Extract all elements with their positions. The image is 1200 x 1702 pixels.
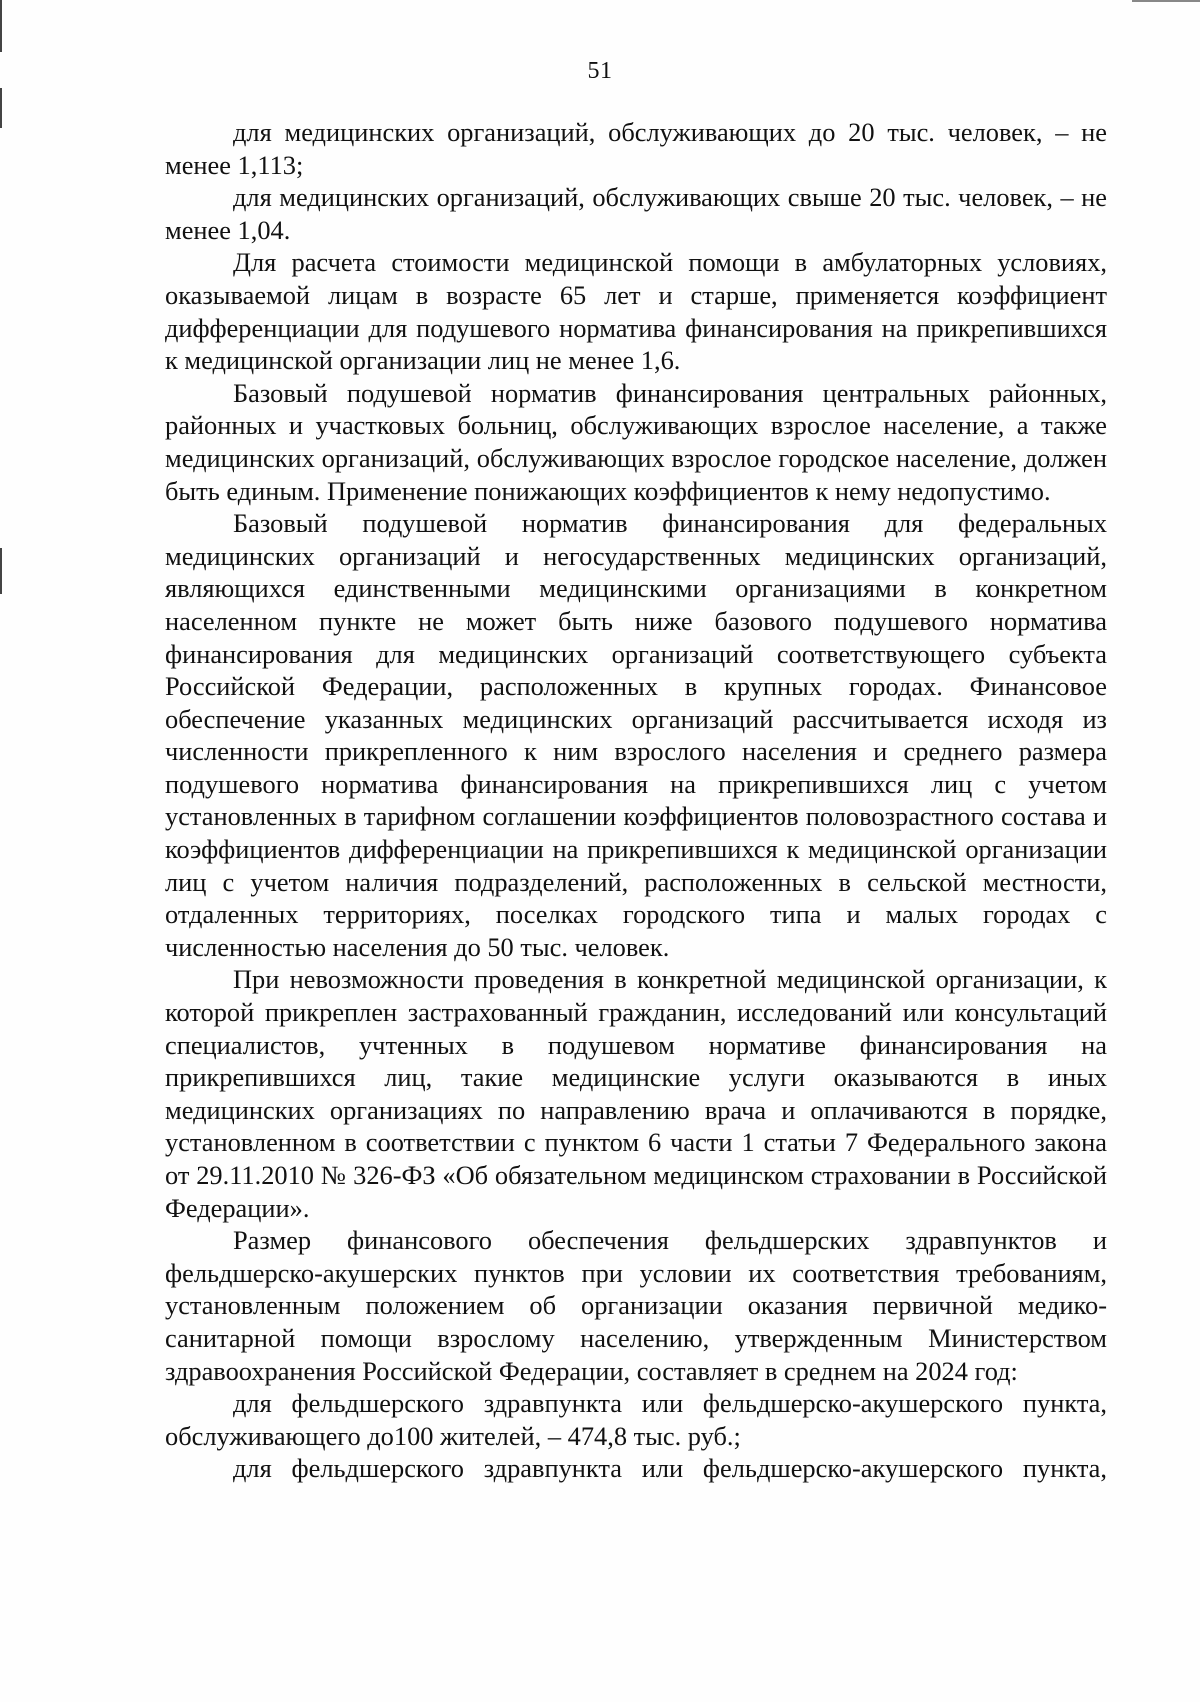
paragraph-feldsher-continued: для фельдшерского здравпункта или фельдшерско-акушерского пункта, bbox=[233, 1453, 1107, 1484]
scan-edge-mark-top-left bbox=[0, 0, 2, 52]
page-number: 51 bbox=[587, 58, 613, 84]
paragraph-age-65-coefficient: Для расчета стоимости медицинской помощи в амбулаторных условиях, оказываемой лицам в возрасте 65 лет и старше, применяется коэффициент дифференциации для подушевого норматива финансирования на прикрепившихся к медицинской организации лиц не менее 1,6. bbox=[165, 247, 1107, 376]
paragraph-feldsher-up-to-100: для фельдшерского здравпункта или фельдшерско-акушерского пункта, обслуживающего до100 жителей, – 474,8 тыс. руб.; bbox=[165, 1388, 1107, 1451]
paragraph-over-20k: для медицинских организаций, обслуживающих свыше 20 тыс. человек, – не менее 1,04. bbox=[165, 182, 1107, 245]
document-body bbox=[165, 116, 1107, 1485]
paragraph-base-rate-hospitals: Базовый подушевой норматив финансирования центральных районных, районных и участковых больниц, обслуживающих взрослое население, а также медицинских организаций, обслуживающих взрослое городское население, должен быть единым. Применение понижающих коэффициентов к нему недопустимо. bbox=[165, 377, 1107, 506]
paragraph-feldsher-funding: Размер финансового обеспечения фельдшерских здравпунктов и фельдшерско-акушерских пунктов при условии их соответствия требованиям, установленным положением об организации оказания первичной медико-санитарной помощи взрослому населению, утвержденным Министерством здравоохранения Российской Федерации, составляет в среднем на 2024 год: bbox=[165, 1225, 1107, 1386]
paragraph-base-rate-federal: Базовый подушевой норматив финансирования для федеральных медицинских организаций и негосударственных медицинских организаций, являющихся единственными медицинскими организациями в конкретном населенном пункте не может быть ниже базового подушевого норматива финансирования для медицинских организаций соответствующего субъекта Российской Федерации, расположенных в крупных городах. Финансовое обеспечение указанных медицинских организаций рассчитывается исходя из численности прикрепленного к ним взрослого населения и среднего размера подушевого норматива финансирования на прикрепившихся лиц с учетом установленных в тарифном соглашении коэффициентов половозрастного состава и коэффициентов дифференциации на прикрепившихся к медицинской организации лиц с учетом наличия подразделений, расположенных в сельской местности, отдаленных территориях, поселках городского типа и малых городах с численностью населения до 50 тыс. человек. bbox=[165, 508, 1107, 962]
scan-edge-mark-left-middle bbox=[0, 548, 2, 594]
paragraph-up-to-20k: для медицинских организаций, обслуживающих до 20 тыс. человек, – не менее 1,113; bbox=[165, 117, 1107, 180]
scan-edge-mark-top-right bbox=[1132, 0, 1200, 2]
paragraph-referral-services: При невозможности проведения в конкретной медицинской организации, к которой прикреплен застрахованный гражданин, исследований или консультаций специалистов, учтенных в подушевом нормативе финансирования на прикрепившихся лиц, такие медицинские услуги оказываются в иных медицинских организациях по направлению врача и оплачиваются в порядке, установленном в соответствии с пунктом 6 части 1 статьи 7 Федерального закона от 29.11.2010 № 326-ФЗ «Об обязательном медицинском страховании в Российской Федерации». bbox=[165, 964, 1107, 1223]
scan-edge-mark-left-upper bbox=[0, 88, 2, 128]
